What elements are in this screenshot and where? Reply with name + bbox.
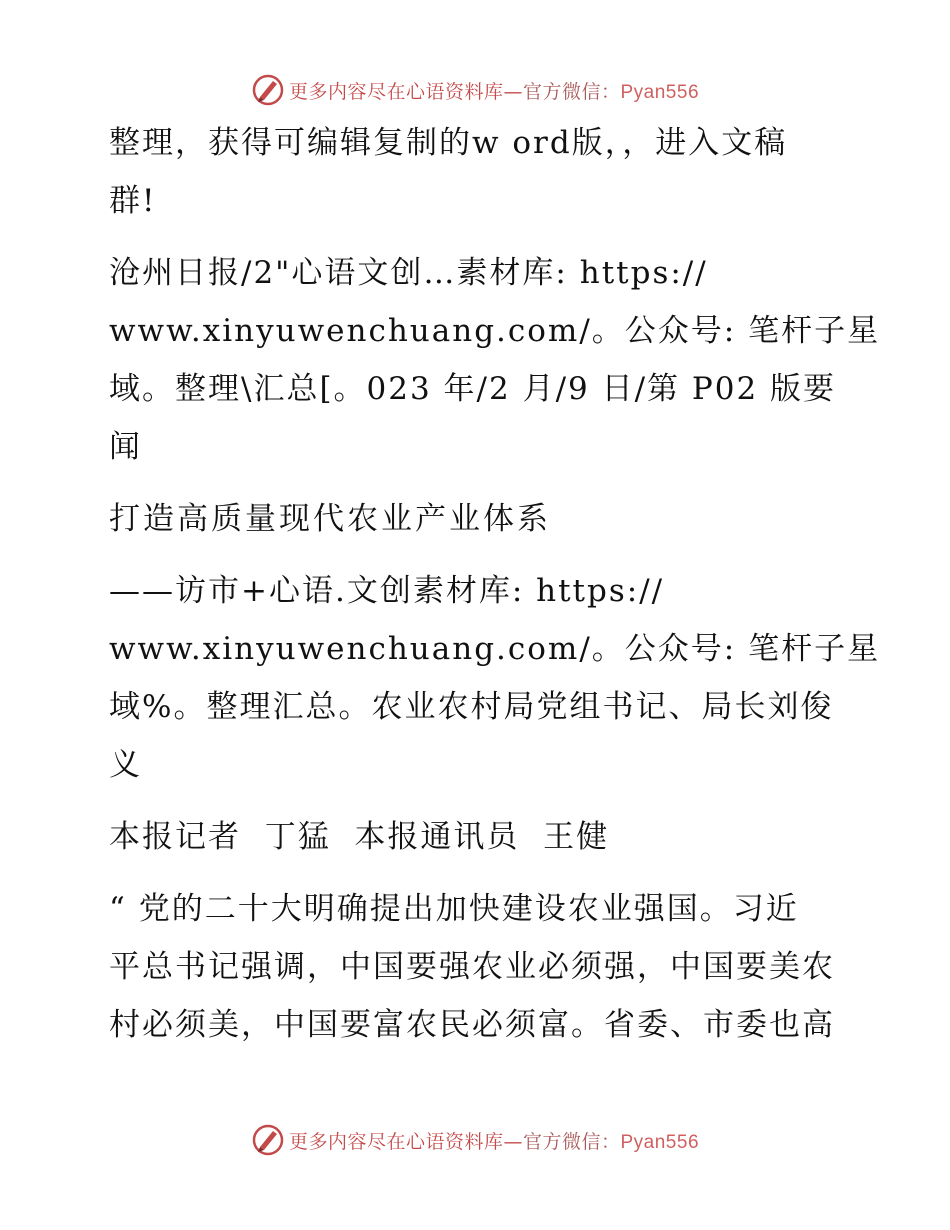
watermark-text-line: [289, 77, 699, 104]
text-line: www.xinyuwenchuang.com/。公众号: 笔杆子星: [109, 313, 881, 349]
text-line: 打造高质量现代农业产业体系: [109, 501, 551, 537]
watermark-wechat-id: Pyan556: [620, 81, 700, 103]
text-line: 整理，获得可编辑复制的w ord版，，进入文稿: [109, 125, 788, 161]
article-title: [97, 490, 857, 548]
watermark-wechat-id: Pyan556: [620, 1131, 700, 1153]
text-line: 群!: [109, 183, 157, 219]
watermark-header: [0, 70, 950, 110]
text-line: “ 党的二十大明确提出加快建设农业强国。习近: [109, 891, 799, 927]
text-line: 闻: [109, 429, 142, 465]
text-line: 域%。整理汇总。农业农村局党组书记、局长刘俊: [109, 689, 834, 725]
document-body: [97, 114, 881, 1068]
pen-logo-icon: [251, 73, 285, 107]
watermark-brand: 更多内容尽在心语资料库: [288, 80, 504, 103]
watermark-separator: —: [503, 80, 523, 103]
watermark-text-line: [289, 1127, 699, 1154]
text-line: ——访市+心语.文创素材库: https://: [109, 573, 665, 609]
text-line: 平总书记强调，中国要强农业必须强，中国要美农: [109, 949, 835, 985]
byline: [97, 808, 857, 866]
pen-logo-icon: [251, 1123, 285, 1157]
watermark-wechat-label: 官方微信：: [522, 1130, 621, 1153]
watermark-brand: 更多内容尽在心语资料库: [288, 1130, 504, 1153]
text-line: 沧州日报/2"心语文创…素材库: https://: [109, 255, 708, 291]
paragraph-subtitle: [97, 562, 881, 794]
watermark-separator: —: [503, 1130, 523, 1153]
paragraph-source: [97, 244, 881, 476]
text-line: 义: [109, 747, 142, 783]
paragraph-intro: [97, 114, 857, 230]
text-line: www.xinyuwenchuang.com/。公众号: 笔杆子星: [109, 631, 881, 667]
paragraph-body: [97, 880, 857, 1054]
text-line: 域。整理\汇总[。023 年/2 月/9 日/第 P02 版要: [109, 371, 837, 407]
text-line: 村必须美，中国要富农民必须富。省委、市委也高: [109, 1007, 835, 1043]
watermark-footer: [0, 1120, 950, 1160]
text-line: 本报记者 丁猛 本报通讯员 王健: [109, 819, 610, 855]
watermark-wechat-label: 官方微信：: [522, 80, 621, 103]
